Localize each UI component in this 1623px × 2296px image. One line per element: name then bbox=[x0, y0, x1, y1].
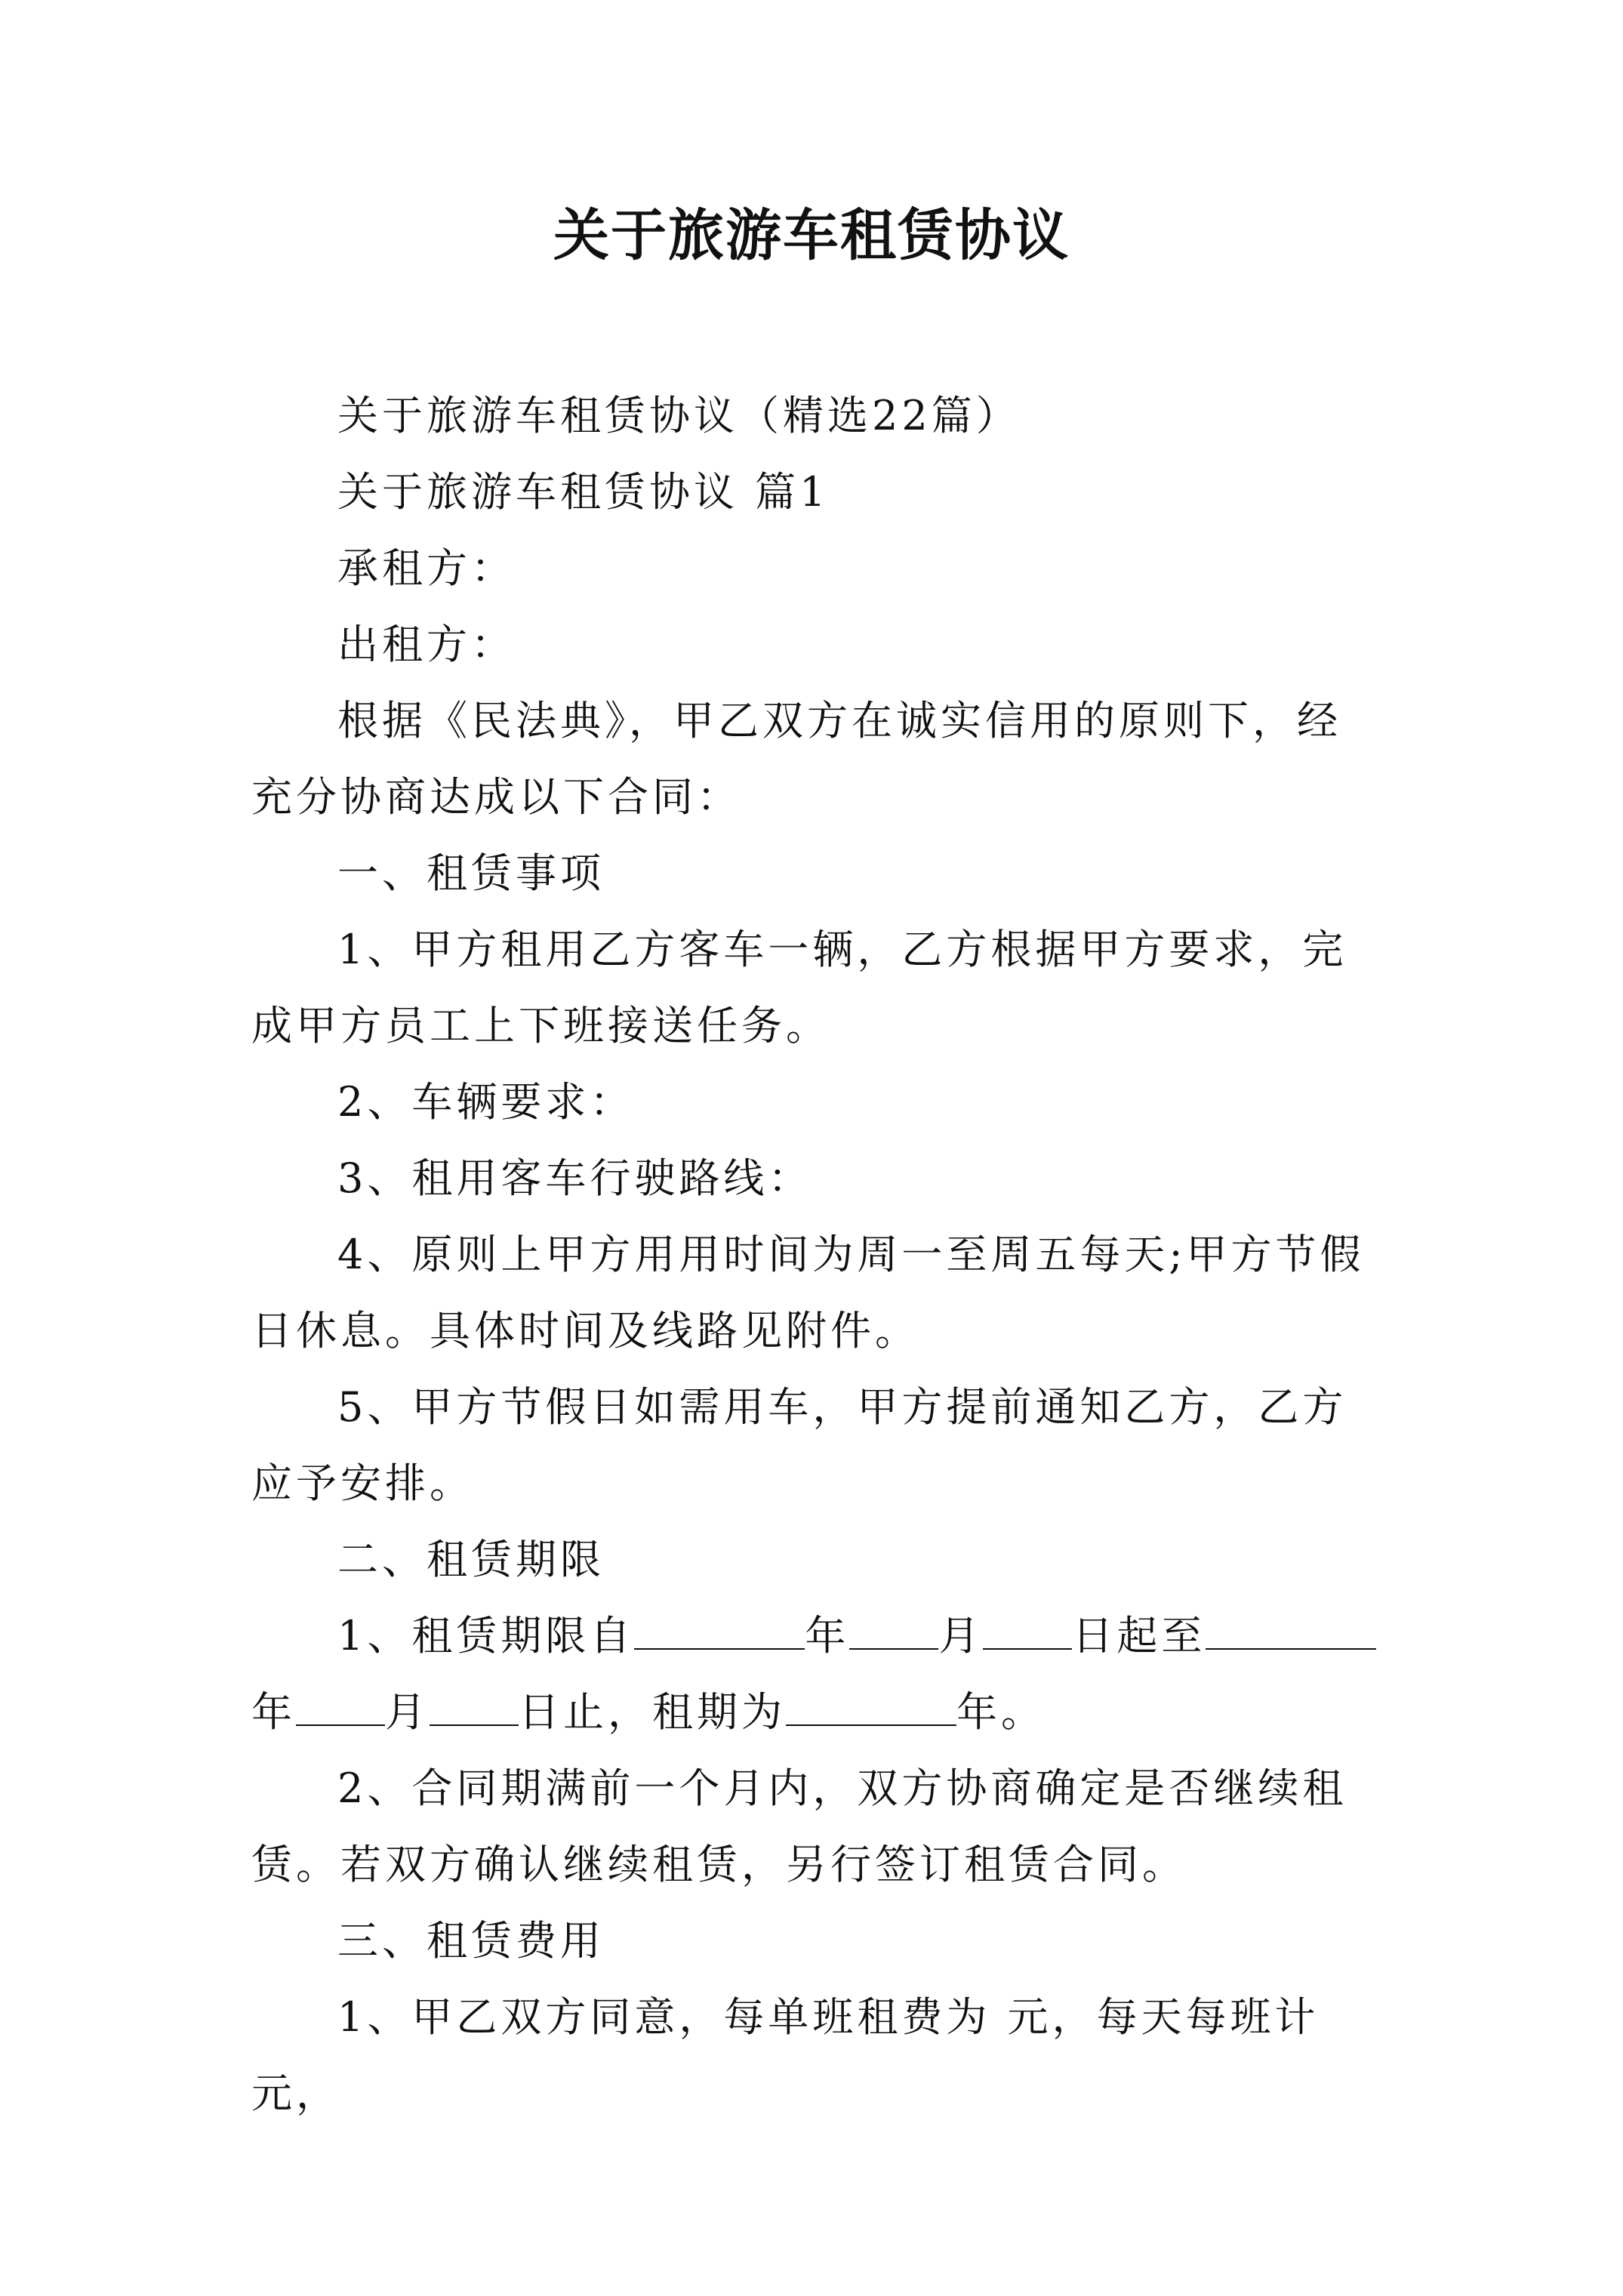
lease-term-text: 日止，租期为 bbox=[519, 1688, 786, 1736]
lease-term-text: 月 bbox=[938, 1612, 984, 1660]
fill-in-blank bbox=[983, 1609, 1072, 1650]
fill-in-blank bbox=[849, 1609, 938, 1650]
paragraph: 3、租用客车行驶路线： bbox=[337, 1154, 813, 1202]
fill-in-blank bbox=[296, 1685, 385, 1726]
document-body bbox=[251, 378, 1384, 2131]
paragraph: 出租方： bbox=[337, 621, 516, 668]
paragraph: 1、甲乙双方同意，每单班租费为 元，每天每班计 元， bbox=[251, 1993, 1320, 2117]
paragraph: 2、车辆要求： bbox=[337, 1078, 635, 1126]
lease-term-text: 1、租赁期限自 bbox=[337, 1612, 635, 1660]
paragraph: 5、甲方节假日如需用车，甲方提前通知乙方，乙方应予安排。 bbox=[251, 1383, 1347, 1507]
lease-term-text: 年。 bbox=[956, 1688, 1046, 1736]
document-title: 关于旅游车租赁协议 bbox=[553, 203, 1070, 268]
lease-term-paragraph bbox=[251, 1598, 1384, 1750]
lease-term-text: 日起至 bbox=[1072, 1612, 1206, 1660]
fill-in-blank bbox=[786, 1685, 956, 1726]
paragraph: 2、合同期满前一个月内，双方协商确定是否继续租赁。若双方确认继续租赁，另行签订租赁合同。 bbox=[251, 1764, 1347, 1888]
lease-term-text: 月 bbox=[385, 1688, 430, 1736]
paragraph: 关于旅游车租赁协议（精选22篇） bbox=[337, 392, 1021, 439]
fill-in-blank bbox=[634, 1609, 805, 1650]
lease-term-text: 年 bbox=[251, 1688, 296, 1736]
paragraph: 根据《民法典》，甲乙双方在诚实信用的原则下，经充分协商达成以下合同： bbox=[251, 697, 1341, 821]
fill-in-blank bbox=[1206, 1609, 1376, 1650]
lease-term-text: 年 bbox=[805, 1612, 850, 1660]
paragraph: 1、甲方租用乙方客车一辆，乙方根据甲方要求，完成甲方员工上下班接送任务。 bbox=[251, 926, 1347, 1049]
paragraph: 二、租赁期限 bbox=[337, 1536, 605, 1583]
paragraph: 三、租赁费用 bbox=[337, 1917, 605, 1965]
fill-in-blank bbox=[430, 1685, 519, 1726]
paragraph: 4、原则上甲方用用时间为周一至周五每天;甲方节假日休息。具体时间及线路见附件。 bbox=[251, 1231, 1365, 1354]
paragraph: 一、租赁事项 bbox=[337, 849, 605, 897]
paragraph: 承租方： bbox=[337, 544, 516, 592]
paragraph: 关于旅游车租赁协议 篇1 bbox=[337, 468, 830, 516]
